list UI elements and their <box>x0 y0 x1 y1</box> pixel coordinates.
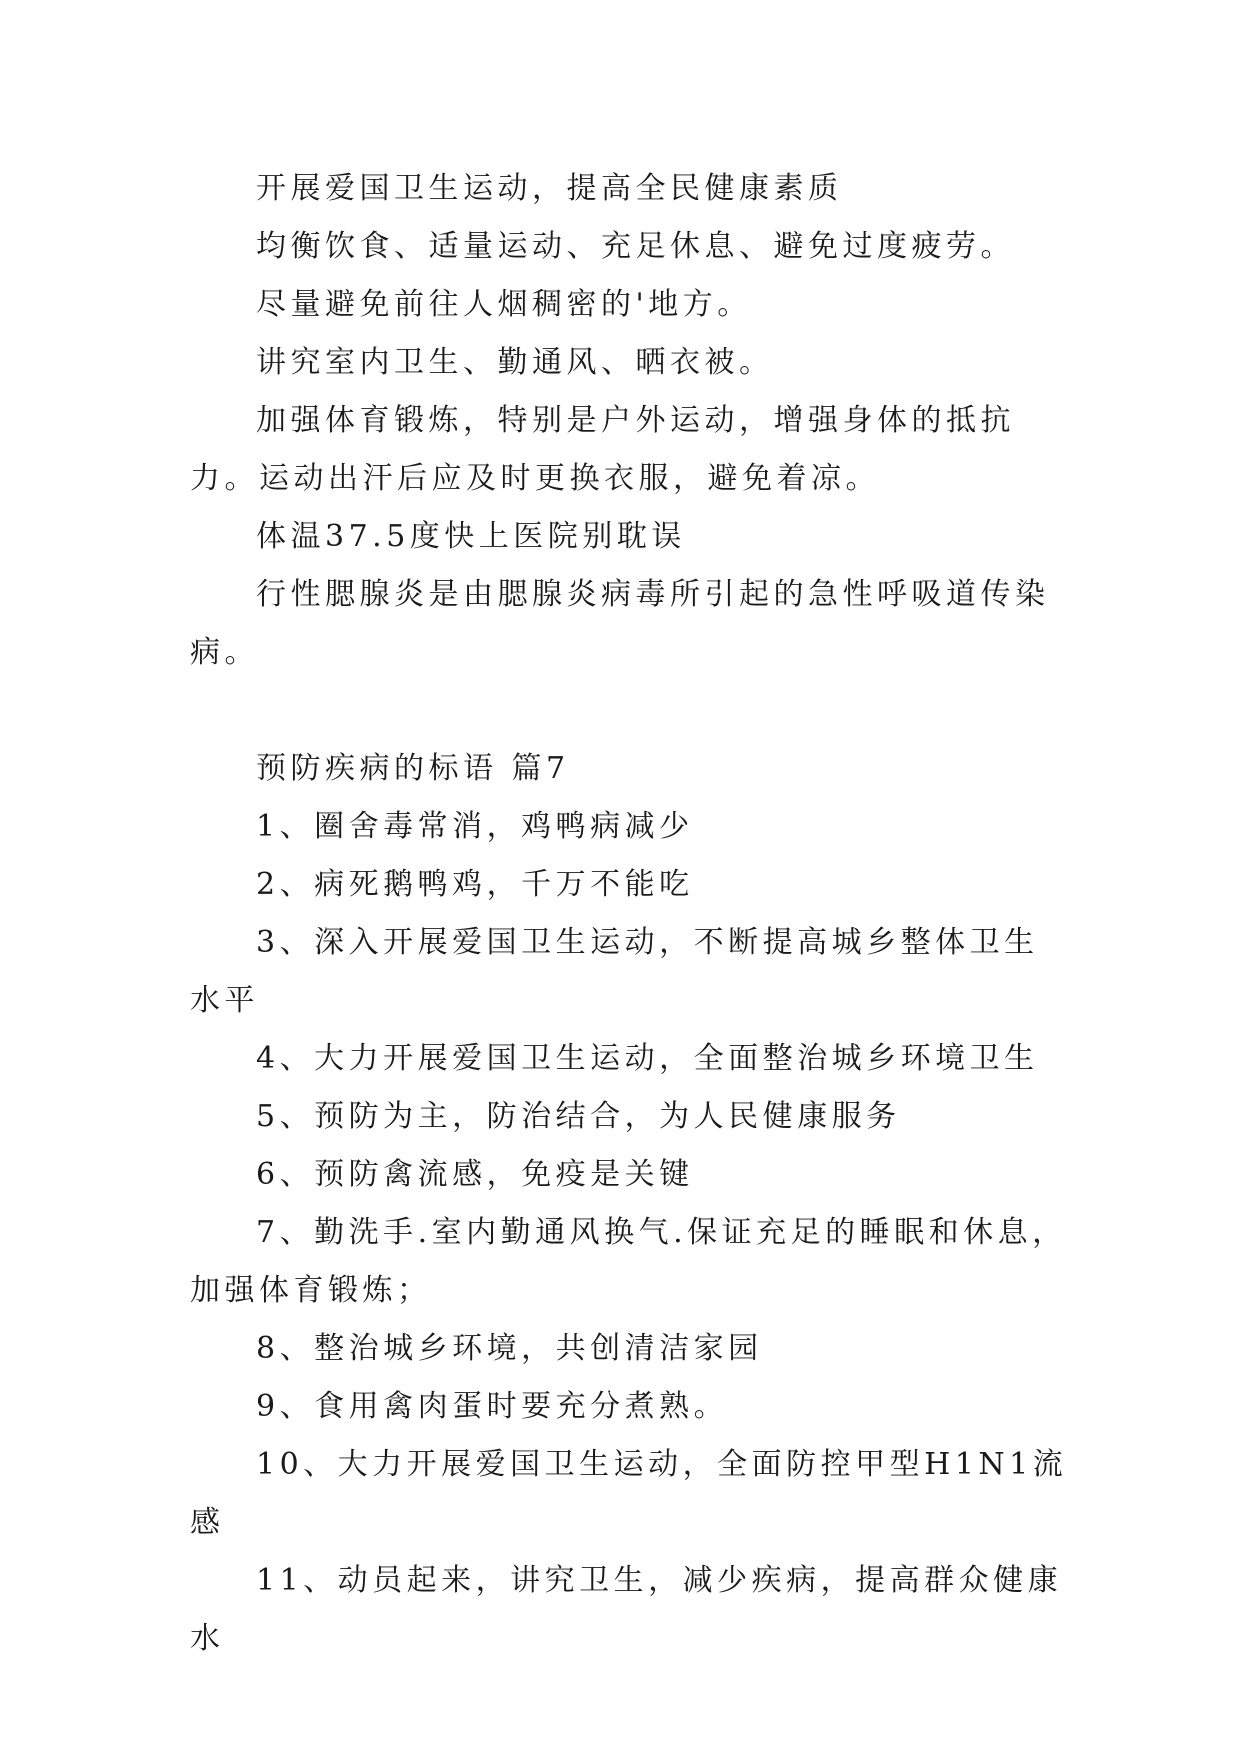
slogan-item: 8、整治城乡环境，共创清洁家园 <box>256 1331 763 1366</box>
section-heading: 预防疾病的标语 篇7 <box>256 751 570 786</box>
slogan-item: 4、大力开展爱国卫生运动，全面整治城乡环境卫生 <box>256 1041 1039 1076</box>
slogan-item: 1、圈舍毒常消，鸡鸭病减少 <box>256 809 694 844</box>
slogan-item: 11、动员起来，讲究卫生，减少疾病，提高群众健康水 <box>190 1563 1063 1656</box>
paragraph: 尽量避免前往人烟稠密的'地方。 <box>256 287 752 322</box>
slogan-item: 5、预防为主，防治结合，为人民健康服务 <box>256 1099 901 1134</box>
paragraph: 行性腮腺炎是由腮腺炎病毒所引起的急性呼吸道传染病。 <box>190 577 1050 670</box>
slogan-item: 7、勤洗手.室内勤通风换气.保证充足的睡眠和休息，加强体育锻炼； <box>190 1215 1067 1308</box>
paragraph: 体温37.5度快上医院别耽误 <box>256 519 686 554</box>
slogan-item: 10、大力开展爱国卫生运动，全面防控甲型H1N1流感 <box>190 1447 1068 1540</box>
blank-line <box>190 682 1070 740</box>
paragraph: 加强体育锻炼，特别是户外运动，增强身体的抵抗力。运动出汗后应及时更换衣服，避免着凉。 <box>190 403 1015 496</box>
slogan-item: 2、病死鹅鸭鸡，千万不能吃 <box>256 867 694 902</box>
slogan-item: 6、预防禽流感，免疫是关键 <box>256 1157 694 1192</box>
slogan-item: 3、深入开展爱国卫生运动，不断提高城乡整体卫生水平 <box>190 925 1039 1018</box>
document-page <box>190 160 1070 1668</box>
paragraph: 开展爱国卫生运动，提高全民健康素质 <box>256 171 843 206</box>
paragraph: 均衡饮食、适量运动、充足休息、避免过度疲劳。 <box>256 229 1015 264</box>
slogan-item: 9、食用禽肉蛋时要充分煮熟。 <box>256 1389 729 1424</box>
paragraph: 讲究室内卫生、勤通风、晒衣被。 <box>256 345 774 380</box>
